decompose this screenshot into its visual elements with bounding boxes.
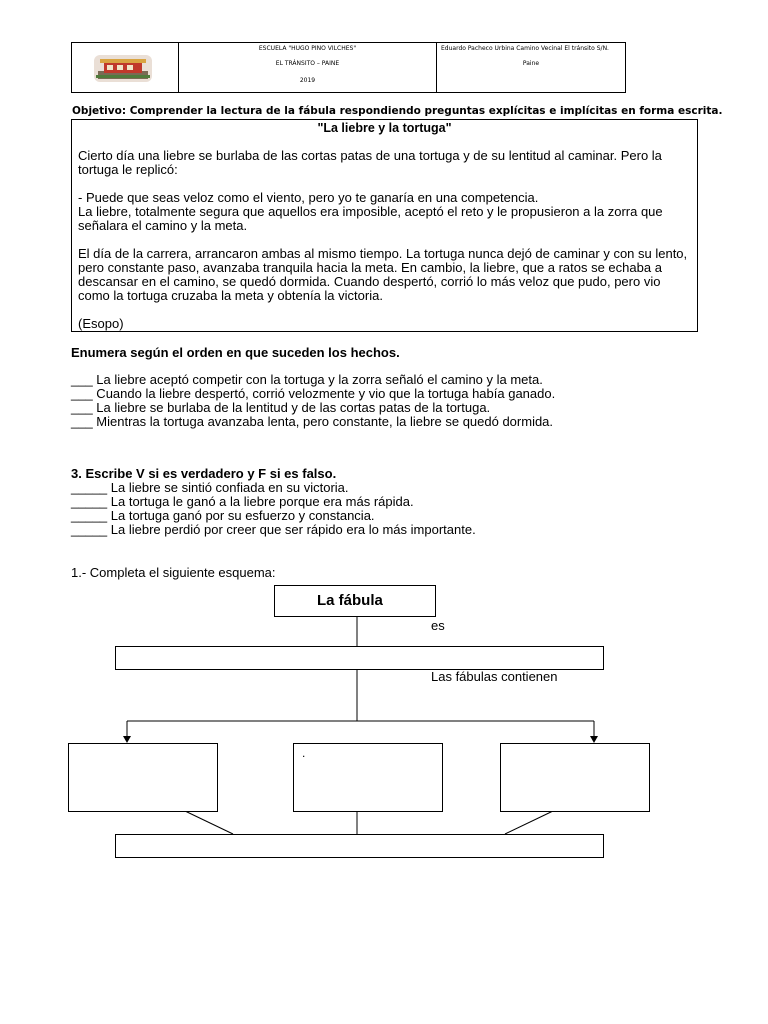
- scheme-top-label: La fábula: [317, 592, 383, 609]
- school-name: ESCUELA "HUGO PINO VILCHES": [258, 45, 357, 52]
- scheme-es-label: es: [431, 618, 445, 633]
- story-paragraph-2: - Puede que seas veloz como el viento, pero yo te ganaría en una competencia.: [78, 190, 539, 205]
- scheme-middle-box[interactable]: [293, 743, 443, 812]
- order-heading: Enumera según el orden en que suceden los hechos.: [71, 345, 400, 360]
- scheme-intro: 1.- Completa el siguiente esquema:: [71, 565, 276, 580]
- scheme-right-box[interactable]: [500, 743, 650, 812]
- order-item-1: ___ La liebre aceptó competir con la tortuga y la zorra señaló el camino y la meta.: [71, 372, 543, 387]
- tf-item-4: _____ La liebre perdió por creer que ser rápido era lo más importante.: [71, 522, 476, 537]
- tf-item-2: _____ La tortuga le ganó a la liebre porque era más rápida.: [71, 494, 414, 509]
- story-author: (Esopo): [78, 316, 124, 331]
- scheme-top-box: [274, 585, 436, 617]
- order-item-4: ___ Mientras la tortuga avanzaba lenta, pero constante, la liebre se quedó dormida.: [71, 414, 554, 429]
- school-place: EL TRÁNSITO – PAINE: [275, 60, 340, 67]
- school-commune: Paine: [522, 60, 540, 67]
- story-title: "La liebre y la tortuga": [317, 121, 452, 135]
- scheme-bottom-box[interactable]: [115, 834, 604, 858]
- story-paragraph-3: La liebre, totalmente segura que aquellos era imposible, aceptó el reto y le propusieron a la zorra que señalara el camino y la meta.: [78, 204, 663, 233]
- school-address: Eduardo Pacheco Urbina Camino Vecinal El tránsito S/N.: [441, 45, 609, 52]
- order-item-3: ___ La liebre se burlaba de la lentitud y de las cortas patas de la tortuga.: [71, 400, 491, 415]
- order-item-2: ___ Cuando la liebre despertó, corrió velozmente y vio que la tortuga había ganado.: [71, 386, 556, 401]
- scheme-middle-dot: .: [302, 746, 306, 760]
- scheme-contains-label: Las fábulas contienen: [431, 669, 558, 684]
- story-paragraph-1: Cierto día una liebre se burlaba de las cortas patas de una tortuga y de su lentitud al caminar. Pero la tortuga le replicó:: [78, 148, 662, 177]
- school-year: 2019: [299, 77, 316, 84]
- tf-item-1: _____ La liebre se sintió confiada en su victoria.: [71, 480, 349, 495]
- tf-item-3: _____ La tortuga ganó por su esfuerzo y constancia.: [71, 508, 375, 523]
- scheme-left-box[interactable]: [68, 743, 218, 812]
- tf-heading: 3. Escribe V si es verdadero y F si es falso.: [71, 466, 337, 481]
- objective-text: Objetivo: Comprender la lectura de la fábula respondiendo preguntas explícitas e implícitas en forma escrita.: [72, 105, 723, 117]
- scheme-definition-box[interactable]: [115, 646, 604, 670]
- story-paragraph-4: El día de la carrera, arrancaron ambas al mismo tiempo. La tortuga nunca dejó de caminar y con su lento, pero constante paso, avanzaba tranquila hacia la meta. En cambio, la liebre, que a ratos se echaba a descansar en el camino, se quedó dormida. Cuando despertó, corrió lo más veloz que pudo, pero vio como la tortuga cruzaba la meta y obtenía la victoria.: [78, 246, 688, 303]
